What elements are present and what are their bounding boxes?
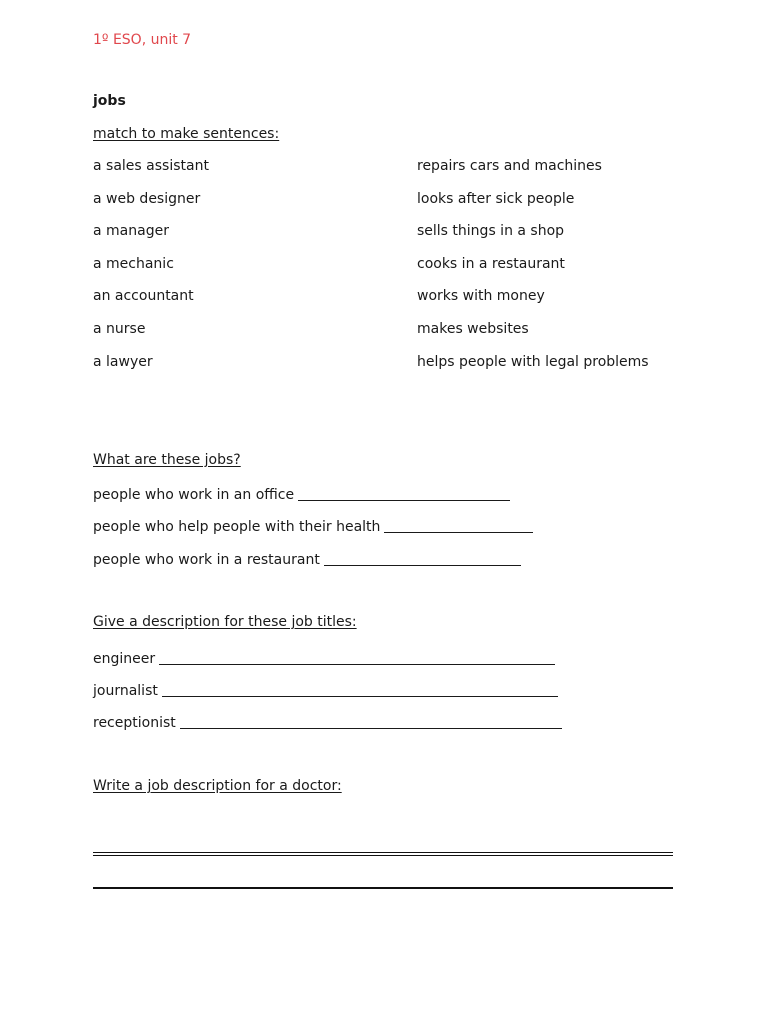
- match-row: [93, 191, 675, 224]
- match-heading: match to make sentences:: [93, 126, 280, 142]
- jobs-question: [93, 549, 521, 568]
- answer-blank[interactable]: [324, 551, 521, 566]
- describe-item: [93, 680, 558, 699]
- job-description: works with money: [417, 288, 545, 305]
- job-title: a manager: [93, 223, 169, 240]
- jobs-question: [93, 516, 533, 535]
- question-text: people who work in an office: [93, 487, 295, 503]
- match-row: [93, 223, 675, 256]
- job-title: a lawyer: [93, 353, 153, 370]
- match-row: [93, 354, 675, 387]
- job-description: helps people with legal problems: [417, 353, 649, 370]
- jobs-question: [93, 484, 510, 503]
- answer-blank[interactable]: [180, 714, 562, 729]
- match-row: [93, 158, 675, 191]
- answer-line[interactable]: [93, 852, 673, 853]
- worksheet-page: [93, 0, 675, 1024]
- page-title: jobs: [93, 93, 126, 109]
- match-row: [93, 256, 675, 289]
- job-description: makes websites: [417, 320, 529, 337]
- job-title: a mechanic: [93, 255, 174, 272]
- course-header: 1º ESO, unit 7: [93, 32, 192, 48]
- job-description: cooks in a restaurant: [417, 255, 565, 272]
- match-row: [93, 321, 675, 354]
- job-description: looks after sick people: [417, 190, 575, 207]
- job-description: repairs cars and machines: [417, 158, 602, 174]
- answer-blank[interactable]: [162, 682, 558, 697]
- describe-heading: Give a description for these job titles:: [93, 614, 357, 630]
- match-row: [93, 288, 675, 321]
- job-title: a sales assistant: [93, 158, 209, 174]
- job-title: journalist: [93, 683, 158, 699]
- job-title: a nurse: [93, 320, 146, 337]
- answer-blank[interactable]: [384, 518, 533, 533]
- job-title: receptionist: [93, 715, 176, 731]
- match-list: [93, 158, 675, 386]
- job-title: a web designer: [93, 190, 201, 207]
- question-text: people who help people with their health: [93, 519, 381, 535]
- answer-blank[interactable]: [298, 486, 510, 501]
- job-title: an accountant: [93, 288, 194, 305]
- answer-blank[interactable]: [159, 650, 555, 665]
- answer-line[interactable]: [93, 887, 673, 889]
- describe-item: [93, 648, 555, 667]
- job-description: sells things in a shop: [417, 223, 565, 240]
- question-text: people who work in a restaurant: [93, 552, 320, 568]
- job-title: engineer: [93, 651, 156, 667]
- describe-item: [93, 712, 562, 731]
- jobs-heading: What are these jobs?: [93, 452, 241, 468]
- write-heading: Write a job description for a doctor:: [93, 778, 342, 794]
